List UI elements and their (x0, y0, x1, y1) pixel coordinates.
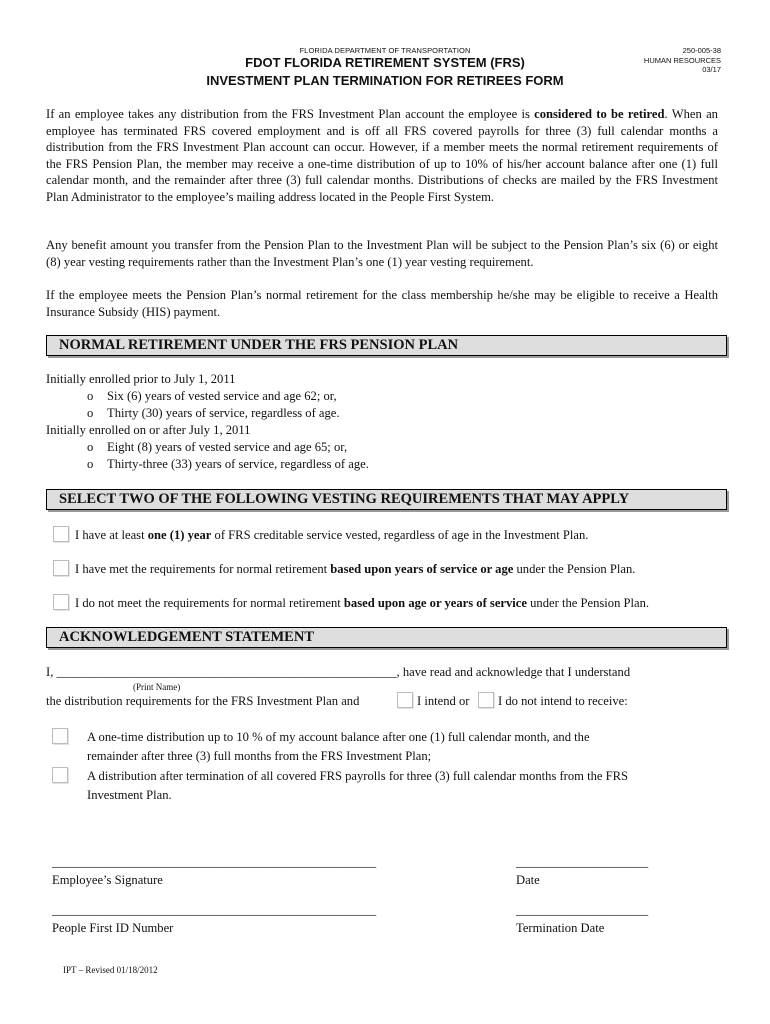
form-revision: 03/17 (702, 65, 721, 74)
option-emphasis: based upon years of service or age (330, 562, 514, 576)
list-item-text: Thirty-three (33) years of service, regardless of age. (107, 457, 369, 471)
employee-signature-label: Employee’s Signature (52, 873, 163, 887)
form-number: 250-005-38 (682, 46, 721, 55)
ack-suffix: , have read and acknowledge that I understand (396, 665, 631, 679)
section-header-acknowledgement (46, 627, 727, 648)
vesting-option-3-label (75, 595, 649, 612)
not-intend-label: I do not intend to receive: (498, 694, 628, 708)
group1-label: Initially enrolled prior to July 1, 2011 (46, 372, 236, 386)
vesting-option-2-checkbox[interactable] (53, 560, 69, 576)
intro-paragraph-3: If the employee meets the Pension Plan’s normal retirement for the class membership he/she may be eligible to receive a Health Insurance Subsidy (HIS) payment. (46, 288, 718, 319)
distribution-requirements-text: the distribution requirements for the FRS Investment Plan and (46, 694, 360, 708)
list-item-text: Eight (8) years of vested service and age 65; or, (107, 440, 348, 454)
vesting-option-2-label (75, 561, 635, 578)
intro-p1-text-cont: . When an employee has terminated FRS covered employment and is off all FRS covered payrolls for three (3) full calendar months a distribution from the FRS Investment Plan account can occur. However, if a member meets the normal retirement requirements of the FRS Pension Plan, the member may receive a one-time distribution of up to 10% of his/her account balance after one (1) full calendar month, and the remainder after three (3) full calendar months. Distributions of checks are mailed by the FRS Investment Plan Administrator to the employee’s mailing address located in the People First System. (46, 107, 718, 204)
option-text: I do not meet the requirements for normal retirement (75, 596, 344, 610)
option-text-cont: under the Pension Plan. (513, 562, 636, 576)
office-name: HUMAN RESOURCES (643, 55, 721, 65)
vesting-option-1-label (75, 527, 588, 544)
ack-prefix: I, (46, 665, 57, 679)
bullet-icon: o (87, 440, 94, 454)
intend-label: I intend or (417, 694, 470, 708)
termination-date-label: Termination Date (516, 921, 605, 935)
form-title-line2: INVESTMENT PLAN TERMINATION FOR RETIREES FORM (206, 73, 564, 88)
date-label: Date (516, 873, 540, 887)
intro-p1-emphasis: considered to be retired (534, 107, 665, 121)
section-title: SELECT TWO OF THE FOLLOWING VESTING REQUIREMENTS THAT MAY APPLY (59, 491, 630, 507)
section-header-normal-retirement (46, 335, 727, 356)
date-field[interactable]: ______________________ (516, 855, 648, 869)
bullet-icon: o (87, 406, 94, 420)
section-title: NORMAL RETIREMENT UNDER THE FRS PENSION PLAN (59, 337, 459, 353)
employee-signature-field[interactable]: ______________________________________________________ (52, 855, 376, 869)
intend-checkbox[interactable] (397, 692, 413, 708)
people-first-id-field[interactable]: ______________________________________________________ (52, 903, 376, 917)
distribution-option-2-line1: A distribution after termination of all covered FRS payrolls for three (3) full calendar months from the FRS (87, 769, 629, 783)
footer-revision: IPT – Revised 01/18/2012 (63, 965, 158, 975)
intro-paragraph-1 (46, 106, 718, 206)
not-intend-checkbox[interactable] (478, 692, 494, 708)
option-emphasis: based upon age or years of service (343, 596, 527, 610)
distribution-option-2-checkbox[interactable] (52, 767, 68, 783)
department-name: FLORIDA DEPARTMENT OF TRANSPORTATION (299, 46, 471, 55)
bullet-icon: o (87, 457, 94, 471)
option-text: I have met the requirements for normal retirement (75, 562, 331, 576)
intro-paragraph-2: Any benefit amount you transfer from the Pension Plan to the Investment Plan will be subject to the Pension Plan’s six (6) or eight (8) year vesting requirements rather than the Investment Plan’s one (1) year vesting requirement. (46, 238, 718, 269)
list-item (87, 439, 347, 456)
form-number-block (644, 46, 721, 75)
print-name-field[interactable]: ______________________________________________________ (56, 665, 397, 679)
group2-label: Initially enrolled on or after July 1, 2011 (46, 423, 251, 437)
section-title: ACKNOWLEDGEMENT STATEMENT (59, 629, 314, 645)
section-header-vesting (46, 489, 727, 510)
intro-p1-text: If an employee takes any distribution from the FRS Investment Plan account the employee is (46, 107, 535, 121)
option-text-cont: under the Pension Plan. (526, 596, 650, 610)
people-first-id-label: People First ID Number (52, 921, 174, 935)
list-item (87, 456, 369, 473)
termination-date-field[interactable]: ______________________ (516, 903, 648, 917)
distribution-option-1-line2: remainder after three (3) full months from the FRS Investment Plan; (87, 749, 432, 763)
option-emphasis: one (1) year (147, 528, 212, 542)
print-name-caption: (Print Name) (133, 682, 181, 692)
vesting-option-1-checkbox[interactable] (53, 526, 69, 542)
distribution-option-1-checkbox[interactable] (52, 728, 68, 744)
distribution-option-2-line2: Investment Plan. (87, 788, 172, 802)
option-text: I have at least (75, 528, 148, 542)
list-item (87, 405, 340, 422)
vesting-option-3-checkbox[interactable] (53, 594, 69, 610)
acknowledgement-name-line (46, 664, 630, 681)
distribution-option-1-line1: A one-time distribution up to 10 % of my account balance after one (1) full calendar month, and the (87, 730, 590, 744)
list-item-text: Thirty (30) years of service, regardless of age. (107, 406, 340, 420)
form-title-line1: FDOT FLORIDA RETIREMENT SYSTEM (FRS) (245, 55, 525, 70)
option-text-cont: of FRS creditable service vested, regardless of age in the Investment Plan. (211, 528, 589, 542)
list-item (87, 388, 337, 405)
list-item-text: Six (6) years of vested service and age 62; or, (107, 389, 337, 403)
bullet-icon: o (87, 389, 94, 403)
